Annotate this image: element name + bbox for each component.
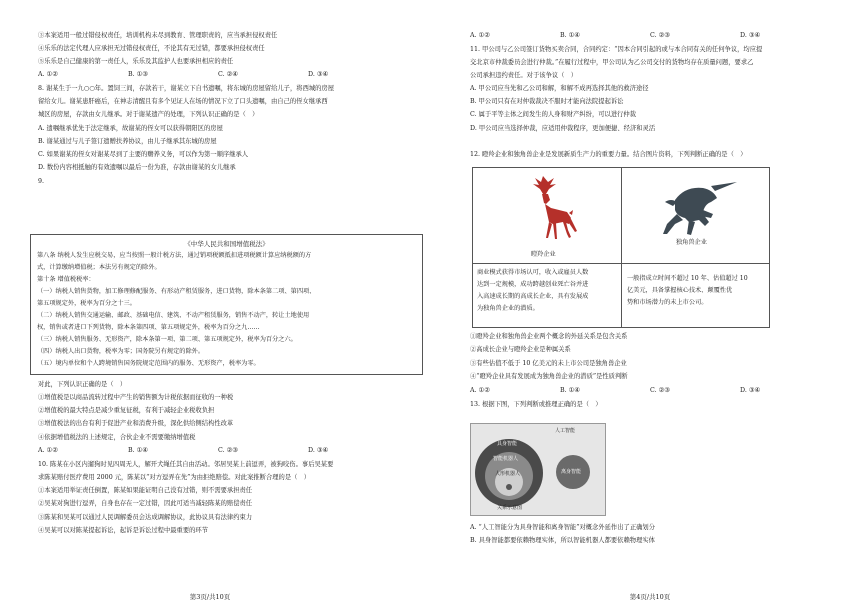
unicorn-description: 亿美元，具备掌握核心技术、颠覆性优 <box>627 287 733 294</box>
q9-statement-4: ④依据增值税法的上述规定，合伙企业不需要缴纳增值税 <box>38 434 196 441</box>
q7-statement-4: ④乐乐的法定代理人应承担无过错侵权责任，不论其有无过错，都要承担侵权责任 <box>38 45 265 52</box>
q12-statement-4: ④“瞪羚企业具有发展成为独角兽企业的潜质”是性质判断 <box>470 373 628 380</box>
q8-option-a: A. 遗嘱继承优先于法定继承，故谢某的侄女可以获得朝阳区的房屋 <box>38 125 223 132</box>
q13-stem: 13. 根据下图，下列判断或推理正确的是（ ） <box>470 401 602 408</box>
q9-number: 9. <box>38 178 45 185</box>
gazelle-description: 商业模式获得市场认可，收入或雇员人数 <box>477 269 589 276</box>
law-line: 第十条 增值税税率： <box>37 276 95 283</box>
q13-option-a: A. “人工智能分为具身智能和离身智能”对概念外延作出了正确划分 <box>470 524 656 531</box>
unicorn-icon <box>651 180 743 242</box>
gazelle-description: 为独角兽企业的潜质。 <box>477 305 539 312</box>
vat-law-excerpt-box <box>30 234 423 375</box>
q12-option-d: D. ③④ <box>740 387 761 394</box>
gazelle-label: 瞪羚企业 <box>531 251 556 258</box>
venn-robot-label: 智能机器人 <box>493 456 519 462</box>
q7-statement-5: ⑤乐乐是自己健康的第一责任人，乐乐及其监护人也要承担相应的责任 <box>38 58 234 65</box>
q10-stem-2: 求陈某赔付医疗费用 2000 元，陈某以“对方逗弄在先”为由拒绝赔偿。对此案推断合理的是（ ） <box>38 474 311 481</box>
venn-outer-label: 人工智能 <box>555 428 576 434</box>
page-footer: 第3页/共10页 <box>189 593 231 601</box>
ai-concept-venn-diagram <box>470 423 606 516</box>
q11-stem-1: 11. 甲公司与乙公司签订货物买卖合同，合同约定：“因本合同引起的或与本合同有关的任何争议，均应提 <box>470 46 763 53</box>
gazelle-description: 入高速成长期的高成长企业，具有发展成 <box>477 293 589 300</box>
q9-statement-2: ②增值税的最大特点是减少重复征税，有利于减轻企业税收负担 <box>38 407 215 414</box>
q11-stem-3: 公司承担违约责任。对于该争议（ ） <box>470 72 578 79</box>
law-line: 权，销售或者进口下列货物，除本条第四项、第五项规定外，税率为百分之九…… <box>37 324 260 331</box>
q8-option-d: D. 数份内容相抵触的有效遗嘱以最后一份为准，存款由谢某的女儿继承 <box>38 164 236 171</box>
page-3 <box>0 0 420 608</box>
table-divider <box>473 263 769 264</box>
q12-option-b: B. ①④ <box>560 387 580 394</box>
q11-stem-2: 交北京市仲裁委员会进行仲裁。”在履行过程中，甲公司认为乙公司交付的货物均存在质量问题，要求乙 <box>470 59 754 66</box>
q7-option-b: B. ①③ <box>128 71 148 78</box>
q9-option-c: C. ②③ <box>218 447 238 454</box>
q8-stem-1: 8. 谢某生于一九○○年。置饲三间，存款若干，谢某立下自书遗嘱，将东城的房屋留给儿子，将西城的房屋 <box>38 85 335 92</box>
q8-option-c: C. 如果谢某的侄女对谢某尽到了主要的赡养义务，可以作为第一顺序继承人 <box>38 151 249 158</box>
q7-option-a: A. ①② <box>38 71 58 78</box>
law-line: 第八条 纳税人发生应税交易，应当按照一般计税方法，通过销项税额抵扣进项税额计算应纳税额的方 <box>37 252 312 259</box>
q13-option-b: B. 具身智能都要依赖物理实体，所以智能机器人都要依赖物理实体 <box>470 537 655 544</box>
unicorn-label: 独角兽企业 <box>676 239 707 246</box>
gazelle-description: 达到一定规模，成功跨越创业死亡谷并进 <box>477 281 589 288</box>
q12-statement-3: ③有些估值不低于 10 亿美元的未上市公司是独角兽企业 <box>470 360 627 367</box>
venn-embodied-label: 具身智能 <box>497 441 518 447</box>
q8-option-b: B. 谢某通过与儿子签订遗赠扶养协议，由儿子继承其东城的房屋 <box>38 138 217 145</box>
q12-stem: 12. 瞪羚企业和独角兽企业是发展新质生产力的重要力量。结合图片资料，下列判断正确的是（ ） <box>470 151 747 158</box>
q12-statement-2: ②高成长企业与瞪羚企业是种属关系 <box>470 346 571 353</box>
law-line: （四）纳税人出口货物，税率为零；国务院另有规定的除外。 <box>37 348 205 355</box>
q11-option-c: C. 属于平等主体之间发生的人身和财产纠纷，可以进行仲裁 <box>470 111 637 118</box>
page-footer: 第4页/共10页 <box>629 593 671 601</box>
q9-stem: 对此，下列认识正确的是（ ） <box>38 381 127 388</box>
q9-statement-3: ③增值税法的出台有利于促进产业和消费升级，深化供给侧结构性改革 <box>38 420 234 427</box>
q9-option-b: B. ①④ <box>128 447 148 454</box>
q8-stem-2: 留给女儿。谢某患肝癌后，在神志清醒且有多个见证人在场的情况下立了口头遗嘱，由自己的侄女继承西 <box>38 98 328 105</box>
q12-option-a: A. ①② <box>470 387 490 394</box>
q8-stem-3: 城区的房屋，存款由女儿继承。对于谢某遗产的处理，下列认识正确的是（ ） <box>38 111 259 118</box>
q9-statement-1: ①增值税是以商品流转过程中产生的销售额为计税依据而征收的一种税 <box>38 394 234 401</box>
q10-statement-1: ①本案适用举证责任倒置，陈某如果能证明自己没有过错，则不需要承担责任 <box>38 487 253 494</box>
q11-option-b: B. 甲公司只有在对仲裁裁决不服时才能向法院提起诉讼 <box>470 98 624 105</box>
law-line: 第五项规定外，税率为百分之十三。 <box>37 300 136 307</box>
law-line: （五）境内单位和个人跨境销售国务院规定范围内的服务、无形资产，税率为零。 <box>37 360 260 367</box>
q10-option-c: C. ②③ <box>650 32 670 39</box>
law-title: 《中华人民共和国增值税法》 <box>184 240 269 248</box>
q10-option-a: A. ①② <box>470 32 490 39</box>
unicorn-description: 一般指成立时间不超过 10 年、估值超过 10 <box>627 275 748 282</box>
q12-option-c: C. ②③ <box>650 387 670 394</box>
q10-option-b: B. ①④ <box>560 32 580 39</box>
law-line: （一）纳税人销售货物，加工修理修配服务、有形动产租赁服务，进口货物，除本条第二项、第四项、 <box>37 288 316 295</box>
q7-option-c: C. ②④ <box>218 71 238 78</box>
enterprise-comparison-table <box>472 167 770 328</box>
q7-statement-3: ③本案适用一般过错侵权责任，培训机构未尽到教育、管理职责的，应当承担侵权责任 <box>38 32 278 39</box>
q10-statement-2: ②吴某对狗进行逗弄，自身也存在一定过错，因此可适当减轻陈某的赔偿责任 <box>38 500 253 507</box>
table-divider <box>621 168 622 327</box>
venn-shapes <box>471 424 607 517</box>
q9-option-d: D. ③④ <box>308 447 329 454</box>
law-line: （三）纳税人销售服务、无形资产，除本条第一项、第二项、第五项规定外，税率为百分之六。 <box>37 336 297 343</box>
q11-option-a: A. 甲公司应当先和乙公司和解，和解不成再选择其他的救济途径 <box>470 85 649 92</box>
q12-statement-1: ①瞪羚企业和独角兽企业两个概念的外延关系是包含关系 <box>470 333 628 340</box>
q10-stem-1: 10. 陈某在小区内遛狗时见四周无人，解开犬绳任其自由活动。邻居吴某上前逗弄，被狗咬伤。事后吴某要 <box>38 461 334 468</box>
venn-disembodied-label: 离身智能 <box>561 469 582 475</box>
law-line: （二）纳税人销售交通运输、邮政、基础电信、建筑、不动产租赁服务，销售不动产，转让土地使用 <box>37 312 310 319</box>
law-line: 式，计算缴纳增值税；本法另有规定的除外。 <box>37 264 161 271</box>
q10-statement-4: ④吴某可以对陈某提起诉讼，起诉是诉讼过程中最重要的环节 <box>38 527 209 534</box>
q11-option-d: D. 甲公司应当选择仲裁，应适用仲裁程序，更加便捷、经济和灵活 <box>470 125 656 132</box>
venn-humanoid-label: 人形机器人 <box>495 471 521 477</box>
venn-caption: 关系示意图 <box>497 505 523 511</box>
q7-option-d: D. ③④ <box>308 71 329 78</box>
q9-option-a: A. ①② <box>38 447 58 454</box>
q10-statement-3: ③陈某和吴某可以通过人民调解委员会达成调解协议，此协议具有法律约束力 <box>38 514 253 521</box>
unicorn-description: 势和市场潜力的未上市公司。 <box>627 299 708 306</box>
gazelle-icon <box>513 172 583 250</box>
q10-option-d: D. ③④ <box>740 32 761 39</box>
